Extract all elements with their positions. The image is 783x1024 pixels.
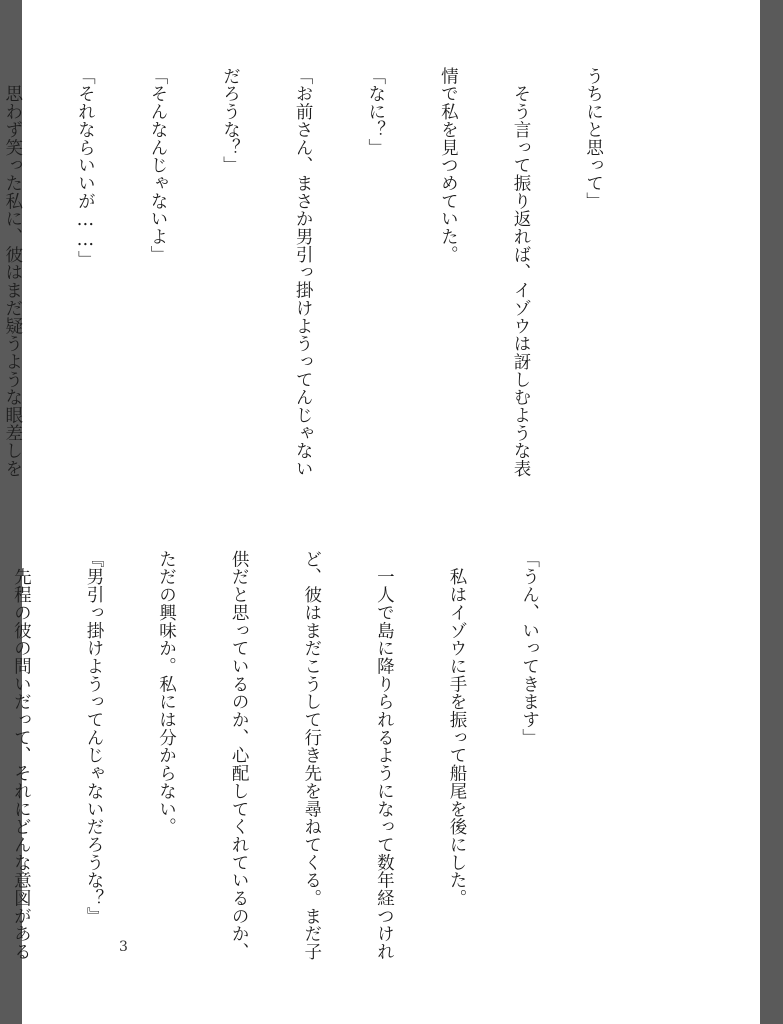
text-line: うちにと思って」 <box>583 67 604 210</box>
text-line: ただの興味か。私には分からない。 <box>156 550 177 836</box>
text-line: 「お前さん、まさか男引っ掛けようってんじゃない <box>293 67 314 478</box>
book-page <box>2 0 760 1024</box>
text-line: 「うん、いってきます」 <box>519 550 540 747</box>
text-line: 『男引っ掛けようってんじゃないだろうな？』 <box>83 550 104 925</box>
page-number: 3 <box>119 939 128 955</box>
text-line: 「それならいいが……」 <box>75 67 96 269</box>
text-line: 「そんなんじゃないよ」 <box>147 67 168 264</box>
text-line: 思わず笑った私に、彼はまだ疑うような眼差しを <box>2 67 23 478</box>
text-line: 先程の彼の問いだって、それにどんな意図がある <box>11 550 32 961</box>
text-line: 「なに？」 <box>365 67 386 157</box>
text-line: ど、彼はまだこうして行き先を尋ねてくる。まだ子 <box>301 550 322 961</box>
text-line: 私はイゾウに手を振って船尾を後にした。 <box>446 550 467 907</box>
text-line: そう言って振り返れば、イゾウは訝しむような表 <box>510 67 531 478</box>
text-line: 供だと思っているのか、心配してくれているのか、 <box>229 550 250 961</box>
text-line: だろうな？」 <box>220 67 241 175</box>
text-line: 一人で島に降りられるようになって数年経つけれ <box>374 550 395 961</box>
text-line: 情で私を見つめていた。 <box>438 67 459 264</box>
lower-text-block <box>0 550 590 961</box>
upper-text-block <box>0 67 654 478</box>
